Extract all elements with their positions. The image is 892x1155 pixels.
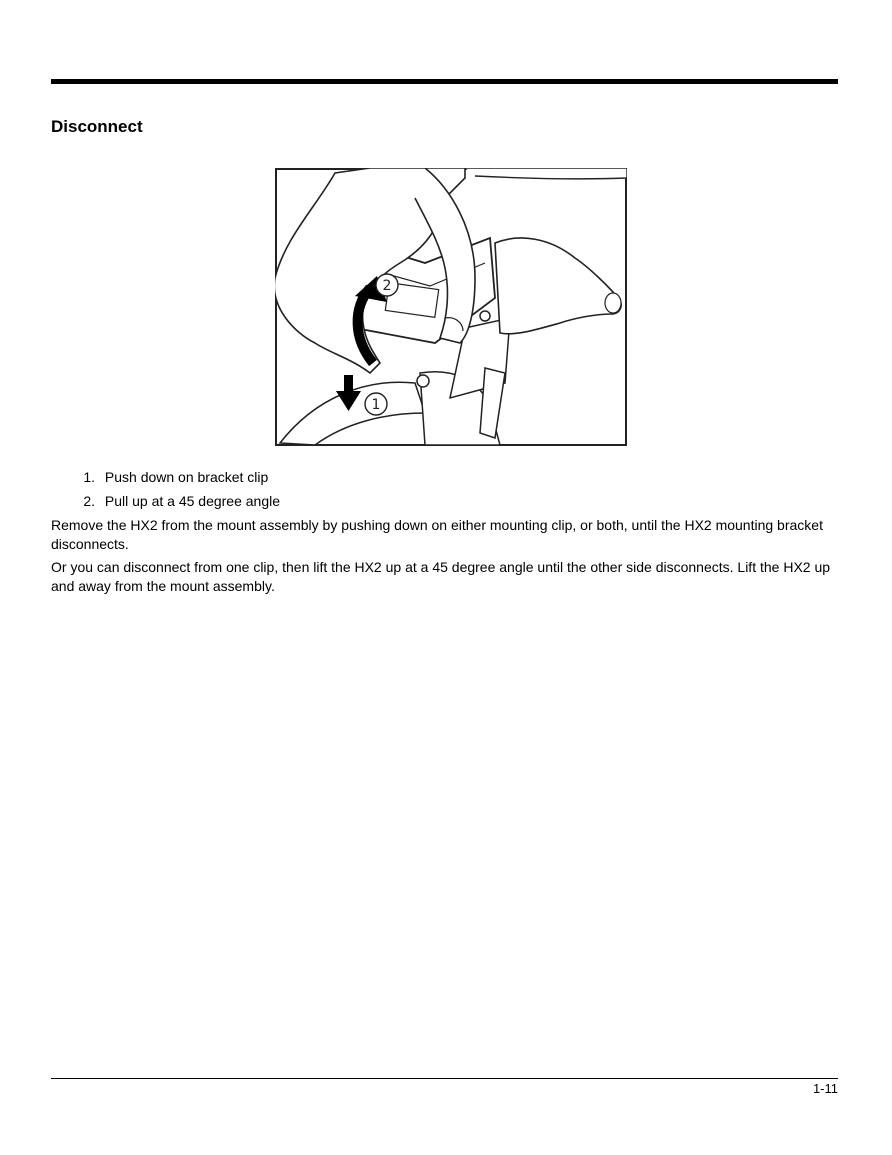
- step-item: [51, 492, 280, 516]
- disconnect-illustration: [275, 168, 627, 446]
- step-text: Pull up at a 45 degree angle: [104, 493, 281, 509]
- step-text: Push down on bracket clip: [104, 469, 269, 485]
- paragraph-alternative: Or you can disconnect from one clip, then lift the HX2 up at a 45 degree angle until the other side disconnects. Lift the HX2 up and away from the mount assembly.: [51, 559, 831, 594]
- step-list: [51, 468, 280, 516]
- page-number: 1-11: [812, 1081, 838, 1096]
- paragraph-remove: Remove the HX2 from the mount assembly by pushing down on either mounting clip, or both, until the HX2 mounting bracket disconnects.: [51, 517, 823, 552]
- illustration-svg: [275, 168, 627, 446]
- step-number: 1.: [83, 469, 95, 485]
- step-item: [51, 468, 280, 492]
- footer-rule: [51, 1078, 838, 1079]
- section-heading: Disconnect: [51, 117, 143, 136]
- svg-text:1: 1: [371, 397, 381, 413]
- svg-text:2: 2: [382, 278, 392, 294]
- header-rule: [51, 79, 838, 84]
- step-number: 2.: [83, 493, 95, 509]
